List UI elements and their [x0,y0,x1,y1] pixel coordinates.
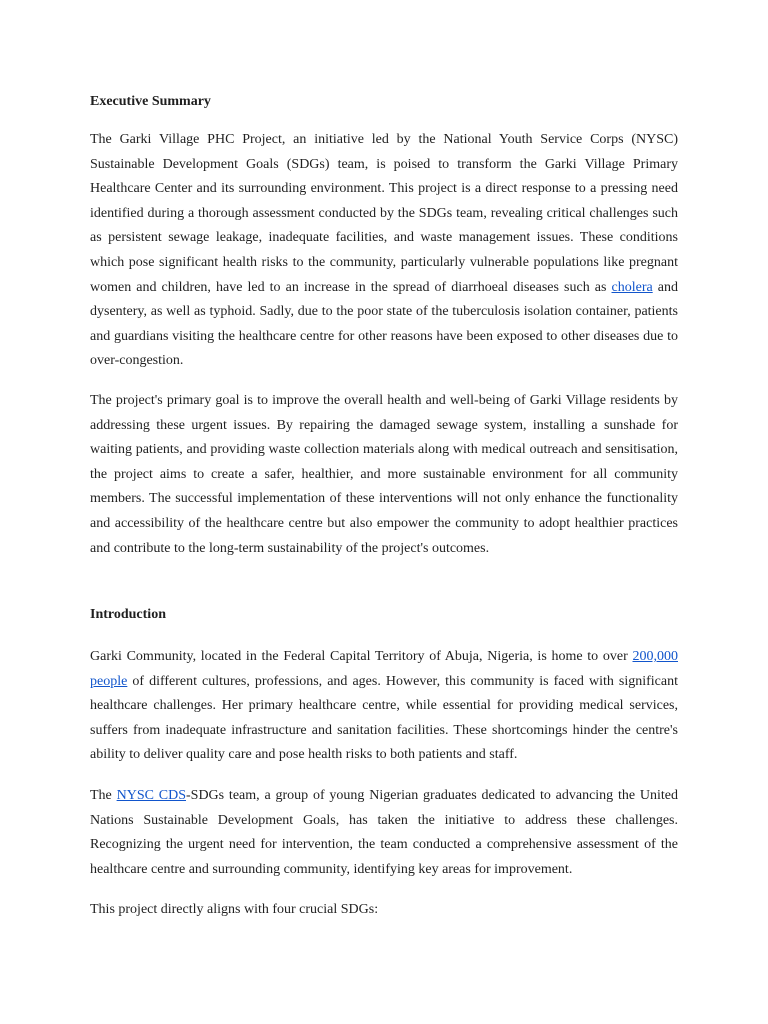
document-body [90,90,678,923]
paragraph-text: of different cultures, professions, and ages. However, this community is faced with significant healthcare challenges. Her primary healthcare centre, while essential for providing medical services, suffers from inadequate infrastructure and sanitation facilities. These shortcomings hinder the centre's ability to deliver quality care and pose health risks to both patients and staff. [90,673,678,763]
introduction-heading: Introduction [90,607,166,623]
executive-summary-paragraph-2: The project's primary goal is to improve the overall health and well-being of Garki Village residents by addressing these urgent issues. By repairing the damaged sewage system, installing a sunshade for waiting patients, and providing waste collection materials along with medical outreach and sensitisation, the project aims to create a safer, healthier, and more sustainable environment for all community members. The successful implementation of these interventions will not only enhance the functionality and accessibility of the healthcare centre but also empower the community to adopt healthier practices and contribute to the long-term sustainability of the project's outcomes. [90,392,678,556]
population-link[interactable]: 200,000 people [90,649,678,689]
paragraph-text: The Garki Village PHC Project, an initiative led by the National Youth Service Corps (NYSC) Sustainable Development Goals (SDGs) team, is poised to transform the Garki Village Primary Healthcare Center and its surrounding environment. This project is a direct response to a pressing need identified during a thorough assessment conducted by the SDGs team, revealing critical challenges such as persistent sewage leakage, inadequate facilities, and waste management issues. These conditions which pose significant health risks to the community, particularly vulnerable populations like pregnant women and children, have led to an increase in the spread of diarrhoeal diseases such as [90,132,678,295]
executive-summary-paragraph-1 [90,128,678,374]
nysc-cds-link[interactable]: NYSC CDS [116,788,186,804]
paragraph-text: Garki Community, located in the Federal Capital Territory of Abuja, Nigeria, is home to over [90,649,633,665]
introduction-paragraph-3: This project directly aligns with four crucial SDGs: [90,902,379,918]
introduction-paragraph-2 [90,784,678,882]
executive-summary-heading: Executive Summary [90,94,211,109]
cholera-link[interactable]: cholera [611,279,653,295]
introduction-paragraph-1 [90,645,678,768]
paragraph-text: -SDGs team, a group of young Nigerian graduates dedicated to advancing the United Nations Sustainable Development Goals, has taken the initiative to address these challenges. Recognizing the urgent need for intervention, the team conducted a comprehensive assessment of the healthcare centre and surrounding community, identifying key areas for improvement. [90,788,679,877]
paragraph-text: and dysentery, as well as typhoid. Sadly, due to the poor state of the tuberculosis isolation container, patients and guardians visiting the healthcare centre for other reasons have been exposed to other diseases due to over-congestion. [90,279,678,369]
paragraph-text: The [90,788,117,804]
